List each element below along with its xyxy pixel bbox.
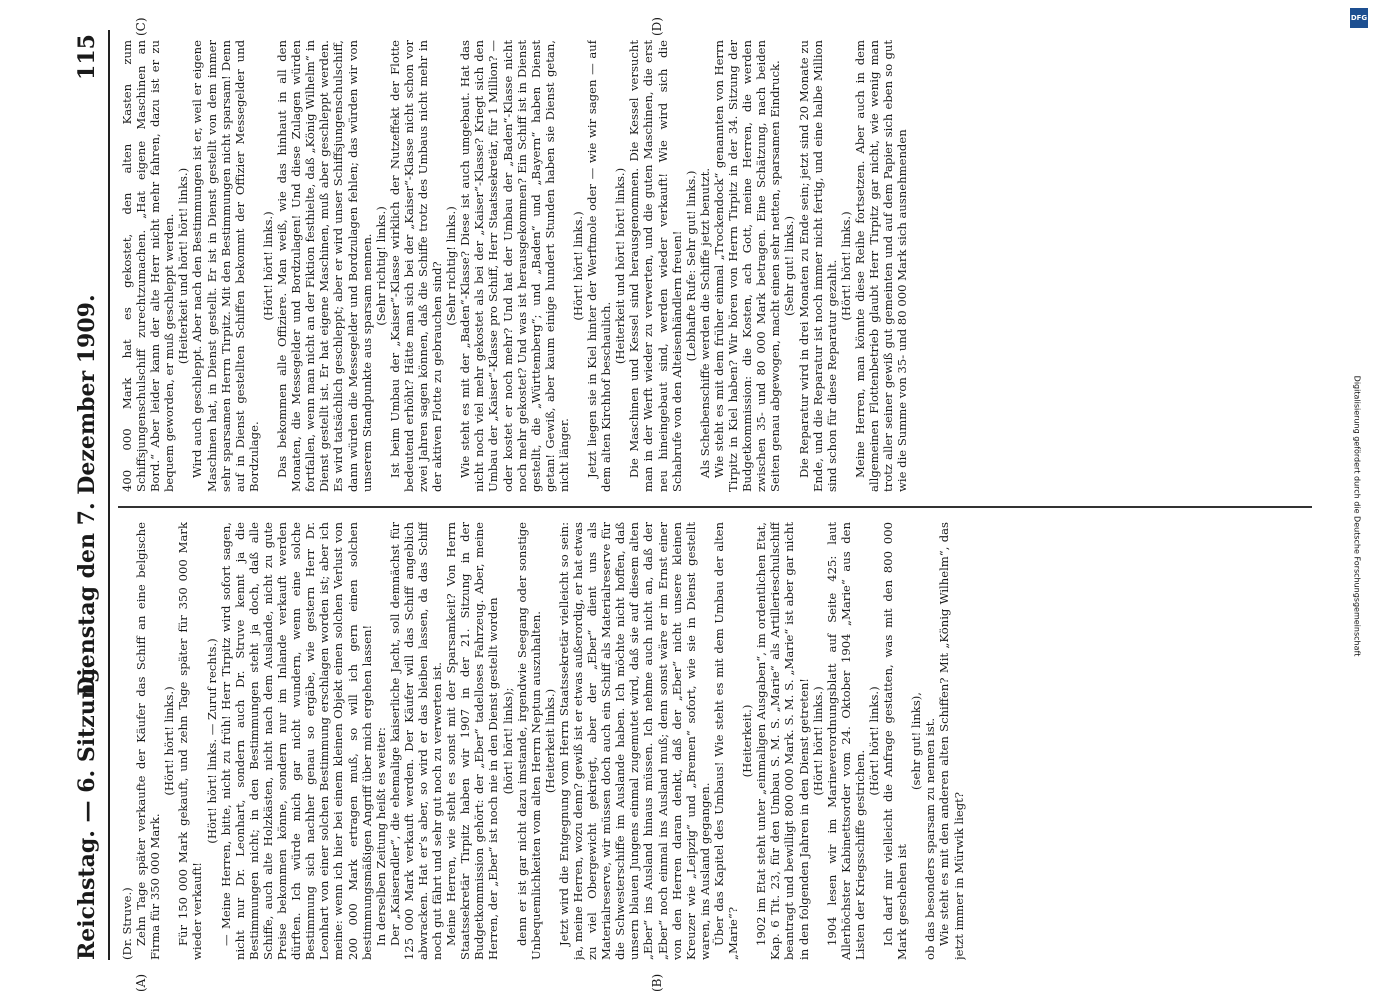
paragraph: Für 150 000 Mark gekauft, und zehn Tage später für 350 000 Mark wieder verkauft!	[175, 522, 204, 960]
paragraph: Wird auch geschleppt. Aber nach den Bestimmungen ist er, weil er eigene Maschinen hat, in Dienst gestellt. Er ist in Dienst gestellt von dem immer sehr sparsamen Herrn Tirpitz. Mit den Bestimmungen nicht sparsam! Denn auf in Dienst gestellten Schiffen bekommt der Offizier Messegelder und Bordzulage.	[189, 40, 261, 492]
paragraph: Meine Herren, wie steht es sonst mit der Sparsamkeit? Von Herrn Staatssekretär Tirpitz haben wir 1907 in der 21. Sitzung in der Budgetkommission gehört: der „Eber“ tadelloses Fahrzeug. Aber, meine Herren, der „Eber“ ist noch nie in den Dienst gestellt worden	[443, 522, 500, 960]
paragraph: denn er ist gar nicht dazu imstande, irgendwie Seegang oder sonstige Unbequemlichkeiten vom alten Herrn Neptun auszuhalten.	[514, 522, 543, 960]
paragraph: Jetzt liegen sie in Kiel hinter der Werftmole oder — wie wir sagen — auf dem alten Kirchhof beschaulich.	[584, 40, 613, 492]
paragraph: Zehn Tage später verkaufte der Käufer das Schiff an eine belgische Firma für 350 000 Mark.	[133, 522, 162, 960]
paragraph: — Meine Herren, bitte, nicht zu früh! Herr Tirpitz wird sofort sagen, nicht nur Dr. Leonhart, sondern auch Dr. Struve kennt ja die Bestimmungen nicht; in den Bestimmungen steht ja doch, daß alle Schiffe, auch alte Holzkästen, nicht nach dem Auslande, nicht zu gute Preise bekommen könne, sondern nur im Inlande verkauft werden dürften. Ich würde mich gar nicht wundern, wenn eine solche Bestimmung sich nachher genau so ergäbe, wie gestern Herr Dr. Leonhart von einer solchen Bestimmung erschlagen worden ist; aber ich meine: wenn ich hier bei einem kleinen Objekt einen solchen Verlust von 200 000 Mark ertragen muß, so will ich gern einen solchen bestimmungsmäßigen Angriff über mich ergehen lassen!	[218, 522, 374, 960]
paragraph: 1904 lesen wir im Marineverordnungsblatt auf Seite 425: laut Allerhöchster Kabinettsorder vom 24. Oktober 1904 „Marie“ aus den Listen der Kriegsschiffe gestrichen.	[824, 522, 867, 960]
interjection: (Hört! hört! links.)	[260, 211, 275, 321]
credit-text: Digitalisierung gefördert durch die Deutsche Forschungsgemeinschaft	[1352, 375, 1362, 657]
dfg-logo: DFG	[1350, 8, 1368, 28]
paragraph: Als Scheibenschiffe werden die Schiffe jetzt benutzt.	[697, 167, 712, 478]
interjection: (Hört! hört! links.)	[866, 686, 881, 796]
margin-mark-c: (C)	[133, 17, 148, 36]
interjection: (Hört! hört! links.)	[570, 211, 585, 321]
interjection: (Hört! hört! links.)	[810, 686, 825, 796]
speaker-tag: (Dr. Struve.)	[119, 887, 134, 960]
scanned-page	[62, 17, 1322, 992]
paragraph: Die Reparatur wird in drei Monaten zu Ende sein; jetzt sind 20 Monate zu Ende, und die Reparatur ist noch immer nicht fertig, und eine halbe Million sind schon für diese Reparatur gezahlt.	[796, 40, 839, 492]
paragraph: Über das Kapitel des Umbaus! Wie steht es mit dem Umbau der alten „Marie“?	[711, 522, 740, 960]
interjection: (Heiterkeit links.)	[542, 688, 557, 794]
margin-mark-a: (A)	[133, 973, 148, 992]
paragraph: Wie steht es mit dem früher einmal „Trockendock“ genannten von Herrn Tirpitz in Kiel haben? Wir hören von Herrn Tirpitz in der 34. Sitzung der Budgetkommission: die Kosten, ach Gott, meine Herren, die werden zwischen 35- und 80 000 Mark betragen. Eine Schätzung, nach beiden Seiten genau abgewogen, macht einen sehr netten, sparsamen Eindruck.	[711, 40, 782, 492]
right-column-paragraphs	[120, 40, 909, 492]
interjection: (Heiterkeit und hört! hört! links.)	[612, 167, 627, 365]
interjection: (Sehr richtig! links.)	[373, 206, 388, 326]
page-number: 115	[73, 34, 100, 80]
paragraph: Wie steht es mit der „Baden“-Klasse? Diese ist auch umgebaut. Hat das nicht noch viel mehr gekostet als bei der „Kaiser“-Klasse? Kriegt sich den Umbau der „Kaiser“-Klasse pro Schiff, Herr Staatssekretär, für 1 Million? — oder kostet er noch mehr? Und hat der Umbau der „Baden“-Klasse nicht noch mehr gekostet? Und was ist herausgekommen? Ein Schiff ist in Dienst gestellt, die „Württemberg“; und „Baden“ und „Bayern“ haben Dienst getan! Gewiß, aber kaum einige hundert Stunden haben sie Dienst getan, nicht länger.	[457, 40, 571, 492]
header-date: Dienstag den 7. Dezember 1909.	[73, 294, 100, 696]
interjection: (Hört! hört! links.)	[838, 211, 853, 321]
interjection: (sehr gut! links),	[908, 692, 923, 790]
paragraph: Wie steht es mit den anderen alten Schiffen? Mit „König Wilhelm“, das jetzt immer in Mürwik liegt?	[936, 522, 966, 960]
interjection: (Hört! hört! links.)	[161, 686, 176, 796]
margin-mark-d: (D)	[649, 17, 664, 36]
right-column	[120, 40, 1310, 492]
interjection: (Heiterkeit und hört! hört! links.)	[175, 167, 190, 365]
paragraph: Die Maschinen und Kessel sind herausgenommen. Die Kessel versucht man in der Werft wieder zu verwerten, und die guten Maschinen, die erst neu hineingebaut sind, werden wieder verkauft! Wie wird sich die Schabrufe von den Alteisenhändlern freuen!	[626, 40, 684, 492]
header-left: Reichstag. — 6. Sitzung.	[73, 660, 100, 960]
page-header	[68, 30, 110, 960]
interjection: (Sehr richtig! links.)	[443, 206, 458, 326]
paragraph: Ich darf mir vielleicht die Anfrage gestatten, was mit den 800 000 Mark geschehen ist	[880, 522, 909, 960]
paragraph: Der „Kaiseradler“, die ehemalige kaiserliche Jacht, soll demnächst für 125 000 Mark verkauft werden. Der Käufer will das Schiff angeblich abwracken. Hat er’s aber, so wird er das bleiben lassen, da das Schiff noch gut fährt und sehr gut noch zu verwerten ist.	[387, 522, 444, 960]
paragraph: 1902 im Etat steht unter „einmaligen Ausgaben“, im ordentlichen Etat, Kap. 6 Tit. 23, für den Umbau S. M. S. „Marie“ als Artillerieschulschiff beantragt und bewilligt 800 000 Mark. S. M. S. „Marie“ ist aber gar nicht in den folgenden Jahren in den Dienst getreten!	[753, 522, 810, 960]
column-divider	[118, 507, 1312, 509]
digitization-credit	[1350, 36, 1364, 996]
paragraph: Jetzt wird die Entgegnung vom Herrn Staatssekretär vielleicht so sein: ja, meine Herren, wozu denn? gewiß ist er etwas außerordig, er hat etwas zu viel Obergewicht gekriegt, aber der „Eber“ dient uns als Materialreserve, wir müssen doch auch ein Schiff als Materialreserve für die Schwesterschiffe im Auslande haben. Ich möchte nicht hoffen, daß unsern blauen Jungens einmal zugemutet wird, daß sie auf diesem alten „Eber“ ins Ausland hinaus müssen. Ich nehme auch nicht an, daß der „Eber“ noch einmal ins Ausland muß; denn sonst wäre er im Ernst einer von den Herren daran denkt, daß der „Eber“ nicht unsere kleinen Kreuzer wie „Leipzig“ und „Bremen“ sofort, wie sie in Dienst gestellt waren, ins Ausland gegangen.	[556, 522, 712, 960]
interjection: (Hört! hört! links. — Zuruf rechts.)	[204, 638, 219, 844]
paragraph: Das bekommen alle Offiziere. Man weiß, wie das hinhaut in all den Monaten, die Messegelder und Bordzulagen! Und diese Zulagen würden fortfallen, wenn man nicht an der Fiktion festhielte, daß „König Wilhelm“ in Dienst gestellt ist. Er hat eigene Maschinen, muß aber geschleppt werden. Es wird tatsächlich geschleppt; aber er wird unser Schiffsjungenschulschiff, dann würden die Messegelder und Bordzulagen fehlen; das würden wir von unserem Standpunkte aus sparsam nennen.	[274, 40, 374, 492]
paragraph: ob das besonders sparsam zu nennen ist.	[922, 717, 937, 960]
paragraph: Meine Herren, man könnte diese Reihe fortsetzen. Aber auch in dem allgemeinen Flottenbetrieb glaubt Herr Tirpitz gar nicht, wie wenig man trotz aller seiner gewiß gut gemeinten und auf dem Papier sich eben so gut wie die Summe von 35- und 80 000 Mark sich ausnehmenden	[852, 40, 909, 492]
margin-mark-b: (B)	[649, 973, 664, 992]
interjection: (hört! hört! links);	[500, 687, 515, 795]
interjection: (Heiterkeit.)	[739, 704, 754, 778]
interjection: (Lebhafte Rufe: Sehr gut! links.)	[683, 170, 698, 362]
left-column-paragraphs	[134, 522, 966, 960]
paragraph: 400 000 Mark hat es gekostet, den alten Kasten zum Schiffsjungenschulschiff zurechtzumachen. „Hat eigene Maschinen an Bord.“ Aber leider kann der alte Herr nicht mehr fahren, dazu ist er zu bequem geworden, er muß geschleppt werden.	[119, 40, 176, 492]
paragraph: Ist beim Umbau der „Kaiser“-Klasse wirklich der Nutzeffekt der Flotte bedeutend erhöht? Hätte man sich bei der „Kaiser“-Klasse nicht schon vor zwei Jahren sagen können, daß die Schiffe trotz des Umbaus nicht mehr in der aktiven Flotte zu gebrauchen sind?	[387, 40, 444, 492]
left-column	[120, 522, 1310, 960]
interjection: (Sehr gut! links.)	[781, 216, 796, 316]
paragraph: In derselben Zeitung heißt es weiter:	[373, 727, 388, 946]
